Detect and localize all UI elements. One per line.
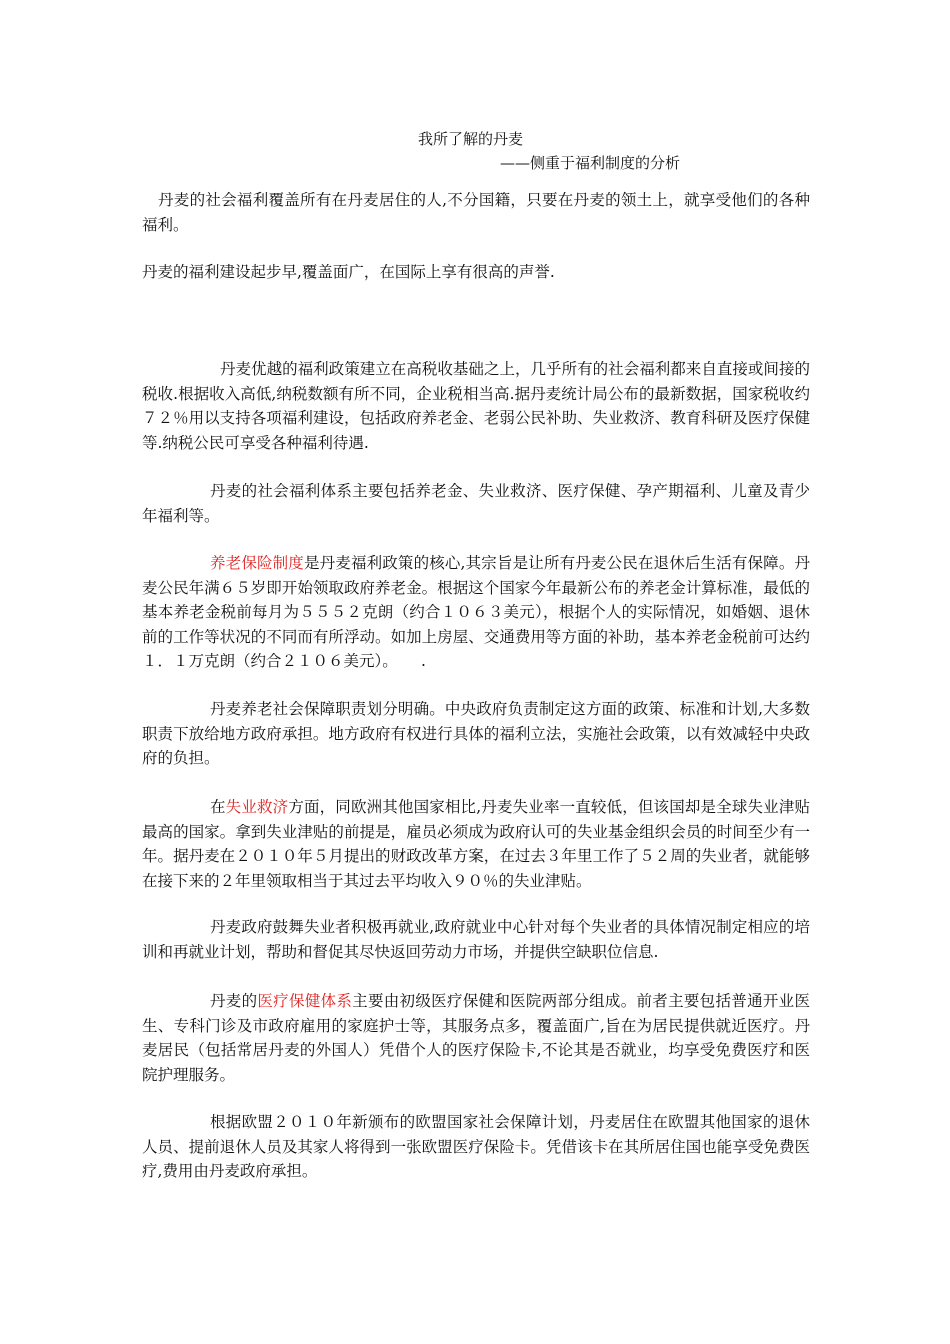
paragraph-text: 丹麦的社会福利体系主要包括养老金、失业救济、医疗保健、孕产期福利、儿童及青少年福利等。 [142, 482, 810, 525]
paragraph-prefix: 在 [210, 798, 226, 816]
highlight-pension-system: 养老保险制度 [210, 554, 304, 572]
paragraph-text: 丹麦的社会福利覆盖所有在丹麦居住的人,不分国籍，只要在丹麦的领土上，就享受他们的各种福利。 [142, 191, 810, 234]
paragraph-prefix: 丹麦的 [210, 992, 258, 1010]
paragraph-6 [142, 697, 810, 771]
paragraph-text: 丹麦养老社会保障职责划分明确。中央政府负责制定这方面的政策、标准和计划,大多数职责下放给地方政府承担。地方政府有权进行具体的福利立法，实施社会政策，以有效减轻中央政府的负担。 [142, 700, 810, 767]
paragraph-5 [142, 551, 810, 674]
paragraph-text: 方面，同欧洲其他国家相比,丹麦失业率一直较低，但该国却是全球失业津贴最高的国家。拿到失业津贴的前提是，雇员必须成为政府认可的失业基金组织会员的时间至少有一年。据丹麦在２０１０年５月提出的财政改革方案，在过去３年里工作了５２周的失业者，就能够在接下来的２年里领取相当于其过去平均收入９０％的失业津贴。 [142, 798, 810, 890]
paragraph-1 [142, 188, 810, 237]
paragraph-9 [142, 989, 810, 1087]
paragraph-text: 丹麦政府鼓舞失业者积极再就业,政府就业中心针对每个失业者的具体情况制定相应的培训和再就业计划，帮助和督促其尽快返回劳动力市场，并提供空缺职位信息. [142, 918, 810, 961]
document-title: 我所了解的丹麦 [418, 130, 524, 148]
paragraph-text: 主要由初级医疗保健和医院两部分组成。前者主要包括普通开业医生、专科门诊及市政府雇用的家庭护士等，其服务点多，覆盖面广,旨在为居民提供就近医疗。丹麦居民（包括常居丹麦的外国人）凭借个人的医疗保险卡,不论其是否就业，均享受免费医疗和医院护理服务。 [142, 992, 810, 1084]
highlight-unemployment-relief: 失业救济 [225, 798, 289, 816]
paragraph-4 [142, 479, 810, 528]
paragraph-3 [142, 357, 810, 455]
paragraph-text: 是丹麦福利政策的核心,其宗旨是让所有丹麦公民在退休后生活有保障。丹麦公民年满６５岁即开始领取政府养老金。根据这个国家今年最新公布的养老金计算标准，最低的基本养老金税前每月为５５５２克朗（约合１０６３美元），根据个人的实际情况，如婚姻、退休前的工作等状况的不同而有所浮动。如加上房屋、交通费用等方面的补助，基本养老金税前可达约１．１万克朗（约合２１０６美元）。 . [142, 554, 810, 670]
document-subtitle: ——侧重于福利制度的分析 [500, 154, 681, 172]
paragraph-8 [142, 915, 810, 964]
paragraph-text: 根据欧盟２０１０年新颁布的欧盟国家社会保障计划，丹麦居住在欧盟其他国家的退休人员、提前退休人员及其家人将得到一张欧盟医疗保险卡。凭借该卡在其所居住国也能享受免费医疗,费用由丹麦政府承担。 [142, 1113, 810, 1180]
highlight-healthcare-system: 医疗保健体系 [257, 992, 353, 1010]
paragraph-text: 丹麦的福利建设起步早,覆盖面广，在国际上享有很高的声誉. [142, 263, 555, 281]
paragraph-2 [142, 260, 810, 285]
paragraph-10 [142, 1110, 810, 1184]
paragraph-text: 丹麦优越的福利政策建立在高税收基础之上，几乎所有的社会福利都来自直接或间接的税收.根据收入高低,纳税数额有所不同，企业税相当高.据丹麦统计局公布的最新数据，国家税收约７２％用以支持各项福利建设，包括政府养老金、老弱公民补助、失业救济、教育科研及医疗保健等.纳税公民可享受各种福利待遇. [142, 360, 810, 452]
paragraph-7 [142, 795, 810, 893]
